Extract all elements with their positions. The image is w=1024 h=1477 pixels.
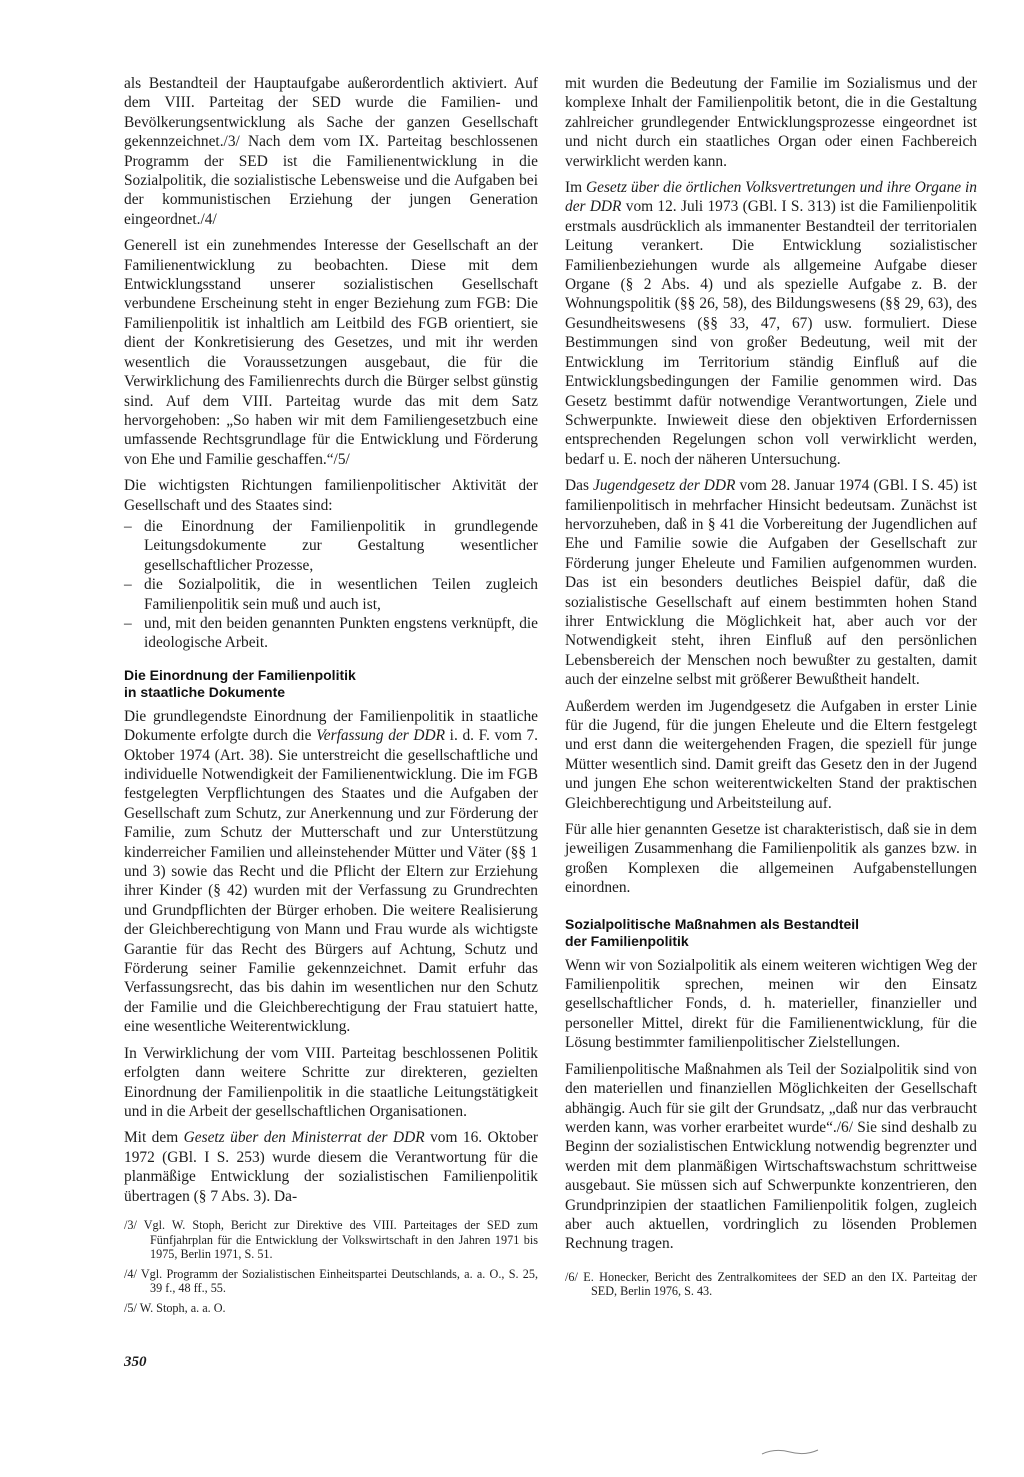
paragraph: als Bestandteil der Hauptaufgabe außerordentlich aktiviert. Auf dem VIII. Parteitag der SED wurde die Familien- und Bevölkerungsentwicklung als Sache der ganzen Gesellschaft gekennzeichnet./3/ Nach dem vom IX. Parteitag beschlossenen Programm der SED ist die Familienentwicklung in die Sozialpolitik, die sozialistische Lebensweise und die Aufgaben bei der kommunistischen Erziehung der jungen Generation eingeordnet./4/ — [124, 75, 538, 228]
section-heading: Sozialpolitische Maßnahmen als Bestandteil der Familienpolitik — [565, 915, 860, 949]
left-column — [124, 74, 538, 1321]
pen-mark — [760, 1444, 820, 1458]
footnote: /4/ Vgl. Programm der Sozialistischen Einheitspartei Deutschlands, a. a. O., S. 25, 39 f., 48 ff., 55. — [124, 1266, 538, 1296]
paragraph: Wenn wir von Sozialpolitik als einem weiteren wichtigen Weg der Familienpolitik sprechen, meinen wir den Einsatz gesellschaftlicher Fonds, d. h. materieller, finanzieller und personeller Mittel, direkt für die Familienentwicklung, für die Lösung bestimmter familienpolitischer Zielstellungen. — [565, 956, 977, 1052]
dash-bullet: – — [124, 576, 132, 594]
right-column — [565, 74, 977, 1304]
page-number: 350 — [124, 1354, 147, 1370]
paragraph: Im Gesetz über die örtlichen Volksvertretungen und ihre Organe in der DDR vom 12. Juli 1973 (GBl. I S. 313) ist die Familienpolitik erstmals ausdrücklich als immanenter Bestandteil der territorialen Leitung verankert. Die Entwicklung sozialistischer Familienbeziehungen wurde als allgemeine Aufgabe dieser Organe (§ 2 Abs. 4) und als spezielle Aufgabe z. B. der Wohnungspolitik (§§ 26, 58), des Bildungswesens (§§ 29, 63), des Gesundheitswesens (§§ 33, 47, 67) usw. formuliert. Diese Bestimmungen sind von großer Bedeutung, weil mit der Entwicklung im Territorium ständig Einfluß auf die Entwicklungsbedingungen der Familie genommen wird. Das Gesetz bestimmt dafür notwendige Verantwortungen, Ziele und Schwerpunkte. Inwieweit diese den objektiven Erfordernissen entsprechenden Regelungen schon voll verwirklicht werden, bedarf u. E. noch der näheren Untersuchung. — [565, 179, 978, 468]
paragraph: Die grundlegendste Einordnung der Familienpolitik in staatliche Dokumente erfolgte durch die Verfassung der DDR i. d. F. vom 7. Oktober 1974 (Art. 38). Sie unterstreicht die gesellschaftliche und individuelle Notwendigkeit der Familienentwicklung. Die im FGB festgelegten Verpflichtungen des Staates und die Aufgaben der Gesellschaft zum Schutz, zur Anerkennung und zur Förderung der Familie, zum Schutz der Mutterschaft und zur Unterstützung kinderreicher Familien und alleinstehender Mütter und Väter (§§ 1 und 3) sowie das Recht und die Pflicht der Eltern zur Erziehung ihrer Kinder (§ 42) wurden mit der Verfassung zu Grundrechten und Grundpflichten der Bürger erhoben. Die weitere Realisierung der Gleichberechtigung von Mann und Frau wurde als wichtigste Garantie für das Recht des Bürgers auf Achtung, Schutz und Förderung seiner Familie gekennzeichnet. Damit erfuhr das Verfassungsrecht, das bis dahin im wesentlichen nur den Schutz der Familie und die Gleichberechtigung der Frau statuiert hatte, eine wesentliche Weiterentwicklung. — [124, 707, 538, 1036]
paragraph: Mit dem Gesetz über den Ministerrat der DDR vom 16. Oktober 1972 (GBl. I S. 253) wurde diesem die Verantwortung für die planmäßige Entwicklung der sozialistischen Familienpolitik übertragen (§ 7 Abs. 3). Da- — [124, 1129, 539, 1205]
list-item: – die Einordnung der Familienpolitik in grundlegende Leitungsdokumente zur Gestaltung wesentlicher gesellschaftlicher Prozesse, — [124, 517, 538, 574]
bullet-list — [124, 517, 538, 653]
dash-bullet: – — [124, 614, 132, 632]
footnotes — [124, 1218, 538, 1316]
list-item: – und, mit den beiden genannten Punkten engstens verknüpft, die ideologische Arbeit. — [124, 614, 538, 652]
paragraph: Das Jugendgesetz der DDR vom 28. Januar 1974 (GBl. I S. 45) ist familienpolitisch in mehrfacher Hinsicht bedeutsam. Zunächst ist hervorzuheben, daß in § 41 die Vorbereitung der Jugendlichen auf Ehe und Familie sowie die Aufgaben der Gesellschaft zur Förderung junger Eheleute und Familien aufgenommen wurden. Das ist ein besonders deutliches Beispiel dafür, daß die sozialistische Gesellschaft auf einem bestimmten hohen Stand ihrer Entwicklung die Möglichkeit hat, aber auch vor der Notwendigkeit steht, ihren Einfluß auf den persönlichen Lebensbereich der Menschen noch bewußter zu gestalten, damit auch der einzelne selbst mit größerer Bewußtheit handelt. — [565, 477, 977, 689]
paragraph: Die wichtigsten Richtungen familienpolitischer Aktivität der Gesellschaft und des Staates sind: — [124, 477, 538, 514]
list-item: – die Sozialpolitik, die in wesentlichen Teilen zugleich Familienpolitik sein muß und auch ist, — [124, 576, 538, 613]
footnote: /3/ Vgl. W. Stoph, Bericht zur Direktive des VIII. Parteitages der SED zum Fünfjahrplan für die Entwicklung der Volkswirtschaft in den Jahren 1971 bis 1975, Berlin 1971, S. 51. — [124, 1217, 538, 1262]
paragraph: mit wurden die Bedeutung der Familie im Sozialismus und der komplexe Inhalt der Familienpolitik betont, die in die Gestaltung zahlreicher grundlegender Entwicklungsprozesse eingeordnet ist und nicht durch ein staatliches Organ oder einen Fachbereich verwirklicht werden kann. — [565, 75, 977, 170]
footnote: /5/ W. Stoph, a. a. O. — [124, 1300, 226, 1315]
footnote: /6/ E. Honecker, Bericht des Zentralkomitees der SED an den IX. Parteitag der SED, Berlin 1976, S. 43. — [565, 1269, 977, 1299]
dash-bullet: – — [124, 517, 132, 535]
footnotes — [565, 1270, 977, 1299]
paragraph: In Verwirklichung der vom VIII. Parteitag beschlossenen Politik erfolgten dann weitere Schritte zur direkteren, gezielten Einordnung der Familienpolitik in die staatliche Leitungstätigkeit und in die Arbeit der gesellschaftlichen Organisationen. — [124, 1044, 538, 1120]
paragraph: Für alle hier genannten Gesetze ist charakteristisch, daß sie in dem jeweiligen Zusammenhang die Familienpolitik als ganzes bzw. in großen Komplexen die allgemeinen Aufgabenstellungen einordnen. — [565, 821, 977, 897]
section-heading: Die Einordnung der Familienpolitik in staatliche Dokumente — [124, 666, 356, 700]
paragraph: Generell ist ein zunehmendes Interesse der Gesellschaft an der Familienentwicklung zu beobachten. Diese mit dem Entwicklungsstand unserer sozialistischen Gesellschaft verbundene Erscheinung steht in enger Beziehung zum FGB: Die Familienpolitik ist inhaltlich am Leitbild des FGB orientiert, sie dient der Konkretisierung des Gesetzes, und mit ihr werden wesentlich die Voraussetzungen ausgebaut, die für die Verwirklichung des Familienrechts durch die Bürger selbst günstig sind. Auf dem VIII. Parteitag wurde das mit dem Satz hervorgehoben: „So haben wir mit dem Familiengesetzbuch eine umfassende Rechtsgrundlage für die Entwicklung und Förderung von Ehe und Familie geschaffen.“/5/ — [124, 237, 538, 468]
paragraph: Familienpolitische Maßnahmen als Teil der Sozialpolitik sind von den materiellen und finanziellen Möglichkeiten der Gesellschaft abhängig. Auch für sie gilt der Grundsatz, „daß nur das verbraucht werden kann, was vorher erarbeitet wurde“./6/ Sie sind deshalb zu Beginn der sozialistischen Entwicklung notwendig begrenzter und werden mit dem planmäßigen Wirtschaftswachstum schrittweise ausgebaut. Sie müssen sich auf Schwerpunkte konzentrieren, den Grundprinzipien der staatlichen Familienpolitik folgen, zugleich aber auch aktuellen, vordringlich zu lösenden Problemen Rechnung tragen. — [565, 1060, 977, 1253]
paragraph: Außerdem werden im Jugendgesetz die Aufgaben in erster Linie für die Jugend, für die jungen Eheleute und die Eltern festgelegt und erst dann die weitergehenden Fragen, die speziell für junge Mütter wesentlich sind. Damit greift das Gesetz den in der Jugend und jungen Ehe schon weiterentwickelten Stand der praktischen Gleichberechtigung und Arbeitsteilung auf. — [565, 697, 977, 812]
